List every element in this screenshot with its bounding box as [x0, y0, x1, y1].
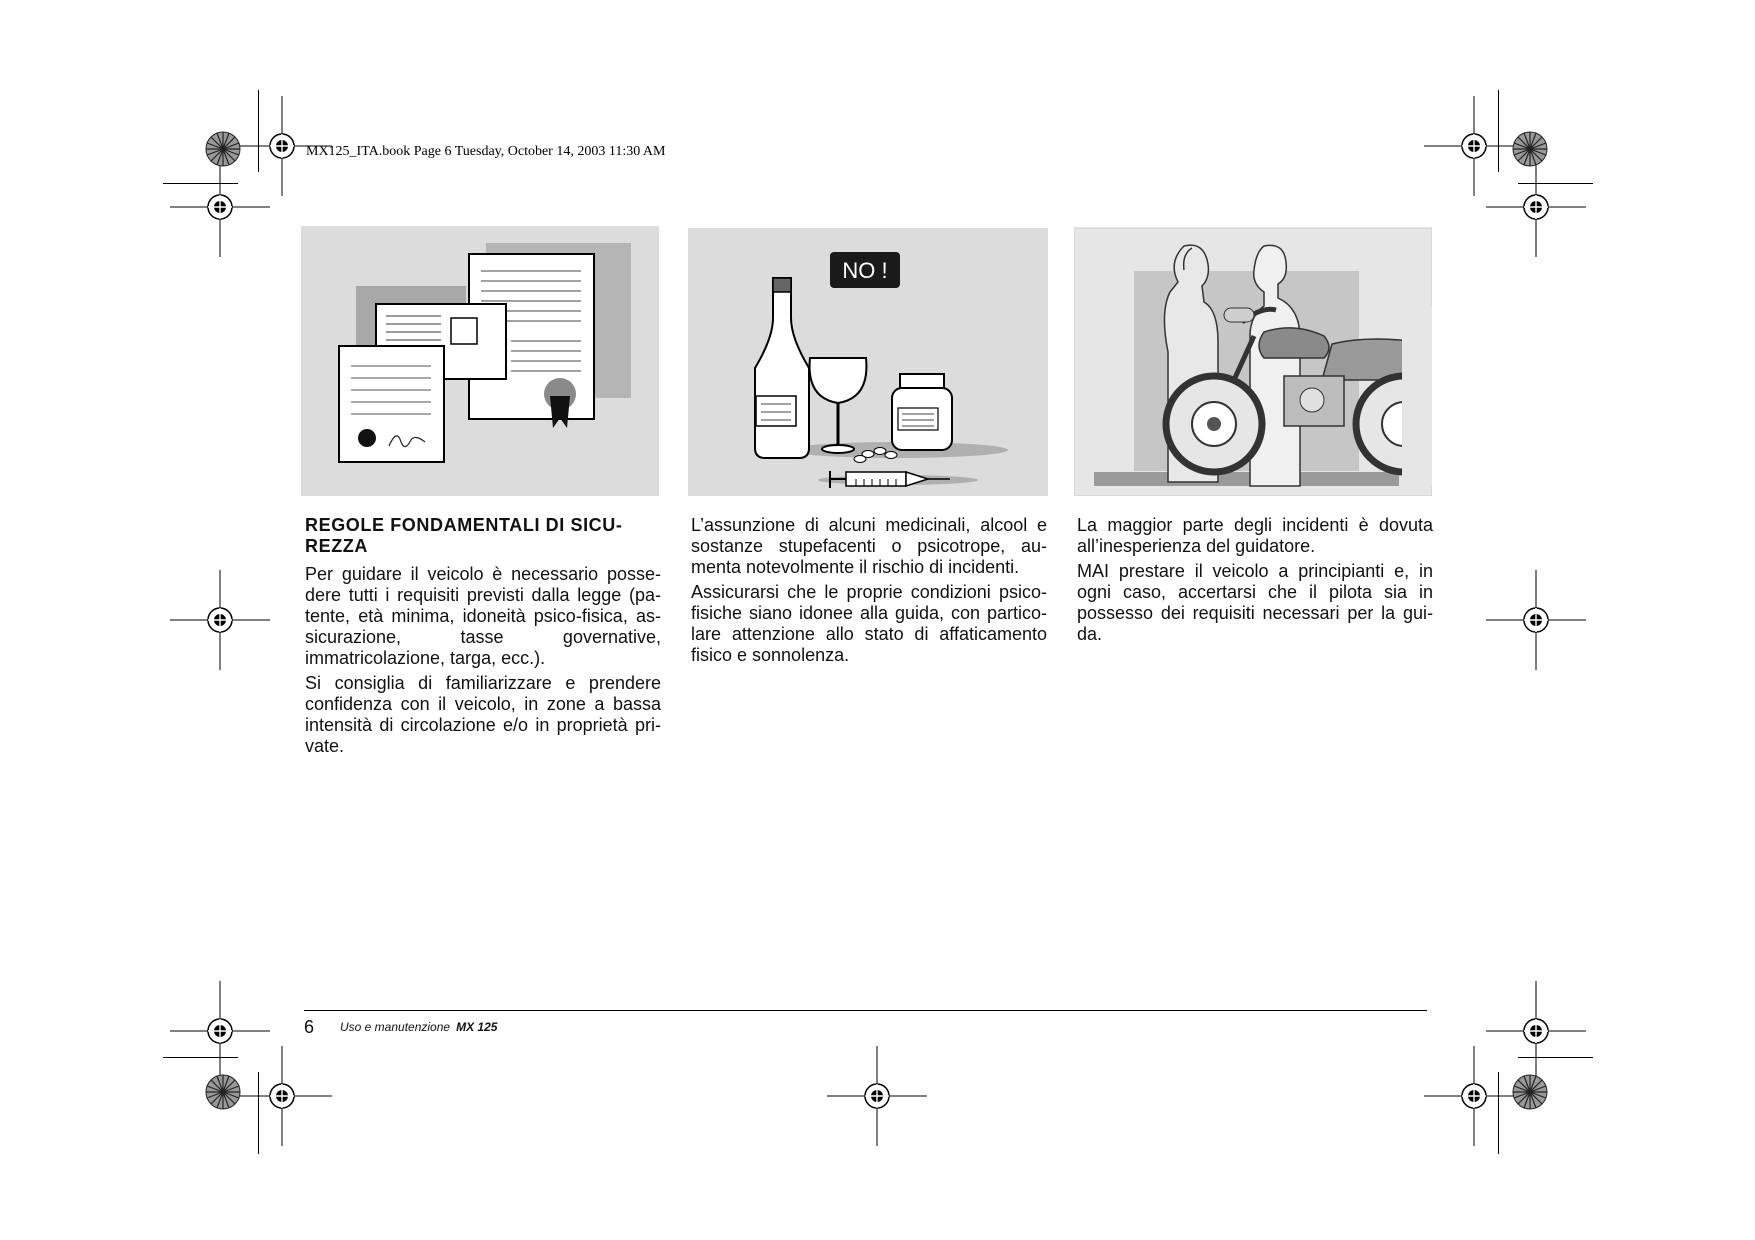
color-target-mark [206, 1075, 240, 1109]
color-target-mark [1513, 132, 1547, 166]
page-number: 6 [304, 1017, 315, 1037]
registration-mark [1486, 981, 1586, 1081]
manual-title: Uso e manutenzione [340, 1020, 451, 1034]
color-target-mark [1513, 1075, 1547, 1109]
print-slug: MX125_ITA.book Page 6 Tuesday, October 14, 2003 11:30 AM [306, 144, 666, 159]
registration-mark [170, 570, 270, 670]
model-name: MX 125 [456, 1020, 498, 1034]
footer-manual-title [340, 1020, 497, 1034]
registration-mark [170, 157, 270, 257]
registration-mark [170, 981, 270, 1081]
section-heading: REGOLE FONDAMENTALI DI SICU-REZZA [305, 515, 623, 556]
registration-mark [827, 1046, 927, 1146]
registration-mark [1486, 157, 1586, 257]
left-paragraph-1: Per guidare il veicolo è necessario posse-dere tutti i requisiti previsti dalla legge (pa-tente, età minima, idoneità psico-fisica, as-sicurazione, tasse governative, immatricolazione, targa, ecc.). [305, 564, 661, 668]
alcohol-figure [688, 226, 1048, 496]
no-badge-label: NO ! [842, 258, 888, 283]
footer-rule [304, 1010, 1427, 1011]
riders-figure [1074, 226, 1432, 496]
registration-mark [1486, 570, 1586, 670]
right-paragraph-2: MAI prestare il veicolo a principianti e, in ogni caso, accertarsi che il pilota sia in possesso dei requisiti necessari per la gui-da. [1077, 561, 1433, 644]
color-target-mark [206, 132, 240, 166]
documents-certificate-icon [301, 226, 659, 496]
two-people-motorcycle-icon [1074, 226, 1432, 496]
left-paragraph-2: Si consiglia di familiarizzare e prendere confidenza con il veicolo, in zone a bassa intensità di circolazione e/o in proprietà pri-vate. [305, 673, 661, 756]
right-column [1077, 515, 1433, 649]
documents-figure [301, 226, 659, 496]
registration-mark [1424, 1046, 1524, 1146]
registration-mark [232, 1046, 332, 1146]
middle-column [691, 515, 1047, 670]
registration-mark [1424, 96, 1524, 196]
middle-paragraph-2: Assicurarsi che le proprie condizioni psico-fisiche siano idonee alla guida, con partico-lare attenzione allo stato di affaticamento fisico e sonnolenza. [691, 582, 1047, 665]
left-column [305, 515, 661, 761]
alcohol-drugs-icon [688, 226, 1048, 496]
middle-paragraph-1: L’assunzione di alcuni medicinali, alcool e sostanze stupefacenti o psicotrope, au-menta notevolmente il rischio di incidenti. [691, 515, 1047, 577]
right-paragraph-1: La maggior parte degli incidenti è dovuta all’inesperienza del guidatore. [1077, 515, 1433, 556]
